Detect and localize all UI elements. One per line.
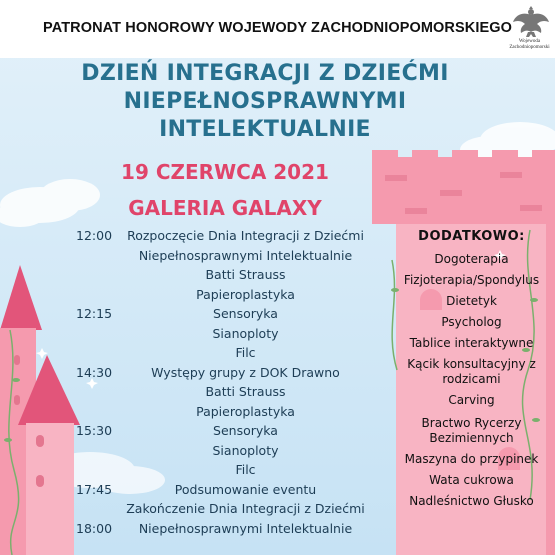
schedule-activity: Rozpoczęcie Dnia Integracji z Dziećmi [127,228,364,243]
schedule-row [70,480,400,500]
schedule-activity: Batti Strauss [205,384,286,399]
schedule-activity: Batti Strauss [205,267,286,282]
extras-item [388,452,555,467]
schedule-row [70,441,400,461]
schedule-row [70,226,400,246]
schedule-row [70,285,400,305]
event-venue: GALERIA GALAXY [128,196,322,220]
extras-item [388,357,555,387]
schedule-time: 15:30 [76,423,113,438]
extras-item-line: Carving [448,393,495,407]
extras-item [388,252,555,267]
schedule-row [70,402,400,422]
schedule-activity: Podsumowanie eventu [174,481,317,497]
extras-item [388,315,555,330]
schedule-activity: Filc [235,462,256,477]
schedule-activity: Niepełnosprawnymi Intelektualnie [138,247,353,263]
schedule-activity: Występy grupy z DOK Drawno [151,364,340,380]
extras-item-line: Dietetyk [446,294,497,308]
schedule-time: 12:15 [76,306,113,321]
extras-item-line: Kącik konsultacyjny z [407,357,536,371]
schedule-time: 12:00 [76,228,113,243]
extras-item-line: Wata cukrowa [429,473,514,487]
schedule-row [70,265,400,285]
schedule-row [70,246,400,266]
emblem-caption [504,39,555,51]
title-line: NIEPEŁNOSPRAWNYMI [123,89,407,114]
title-line: DZIEŃ INTEGRACJI Z DZIEĆMI [81,61,449,86]
extras-item-line: Tablice interaktywne [409,336,534,350]
extras-panel [388,226,555,509]
patronage-text: PATRONAT HONOROWY WOJEWODY ZACHODNIOPOMORSKIEGO [43,20,512,36]
event-date: 19 CZERWCA 2021 [121,160,329,184]
event-title [30,60,500,144]
extras-item-line: Maszyna do przypinek [404,452,539,466]
extras-heading: DODATKOWO: [418,229,525,244]
extras-item [388,294,555,309]
schedule-row [70,363,400,383]
extras-item-line: Dogoterapia [434,252,509,266]
schedule-row [70,304,400,324]
emblem-caption-line: Wojewoda [518,39,541,44]
schedule-time: 17:45 [76,481,113,497]
title-line: INTELEKTUALNIE [159,117,371,142]
schedule-time: 18:00 [76,520,113,536]
extras-item [388,273,555,288]
schedule-row [70,519,400,539]
schedule-activity: Sensoryka [213,423,278,438]
extras-item [388,336,555,351]
extras-item [388,494,555,509]
extras-item-line: Fizjoterapia/Spondylus [403,273,540,287]
extras-item-line: Bezimiennych [429,431,514,445]
schedule-activity: Niepełnosprawnymi Intelektualnie [138,520,353,536]
schedule-row [70,421,400,441]
schedule-time: 14:30 [76,364,113,380]
schedule-activity: Papieroplastyka [196,286,295,302]
schedule-row [70,382,400,402]
schedule-row [70,343,400,363]
extras-item [388,416,555,446]
schedule-row [70,460,400,480]
schedule-row [70,324,400,344]
extras-item-line: Bractwo Rycerzy [421,416,522,430]
extras-item-line: Psycholog [441,315,502,329]
schedule-activity: Zakończenie Dnia Integracji z Dziećmi [126,501,365,516]
left-tower [0,265,80,555]
emblem-caption-line: Zachodniopomorski [509,45,550,50]
extras-item [388,473,555,488]
schedule-activity: Filc [235,345,256,360]
schedule-activity: Sianoploty [212,325,279,341]
schedule-row [70,499,400,519]
schedule-activity: Sensoryka [213,306,278,321]
extras-item [388,393,555,408]
schedule-activity: Papieroplastyka [196,403,295,419]
schedule-list [70,226,400,538]
schedule-activity: Sianoploty [212,442,279,458]
extras-item-line: Nadleśnictwo Głusko [409,494,534,508]
extras-item-line: rodzicami [442,372,501,386]
